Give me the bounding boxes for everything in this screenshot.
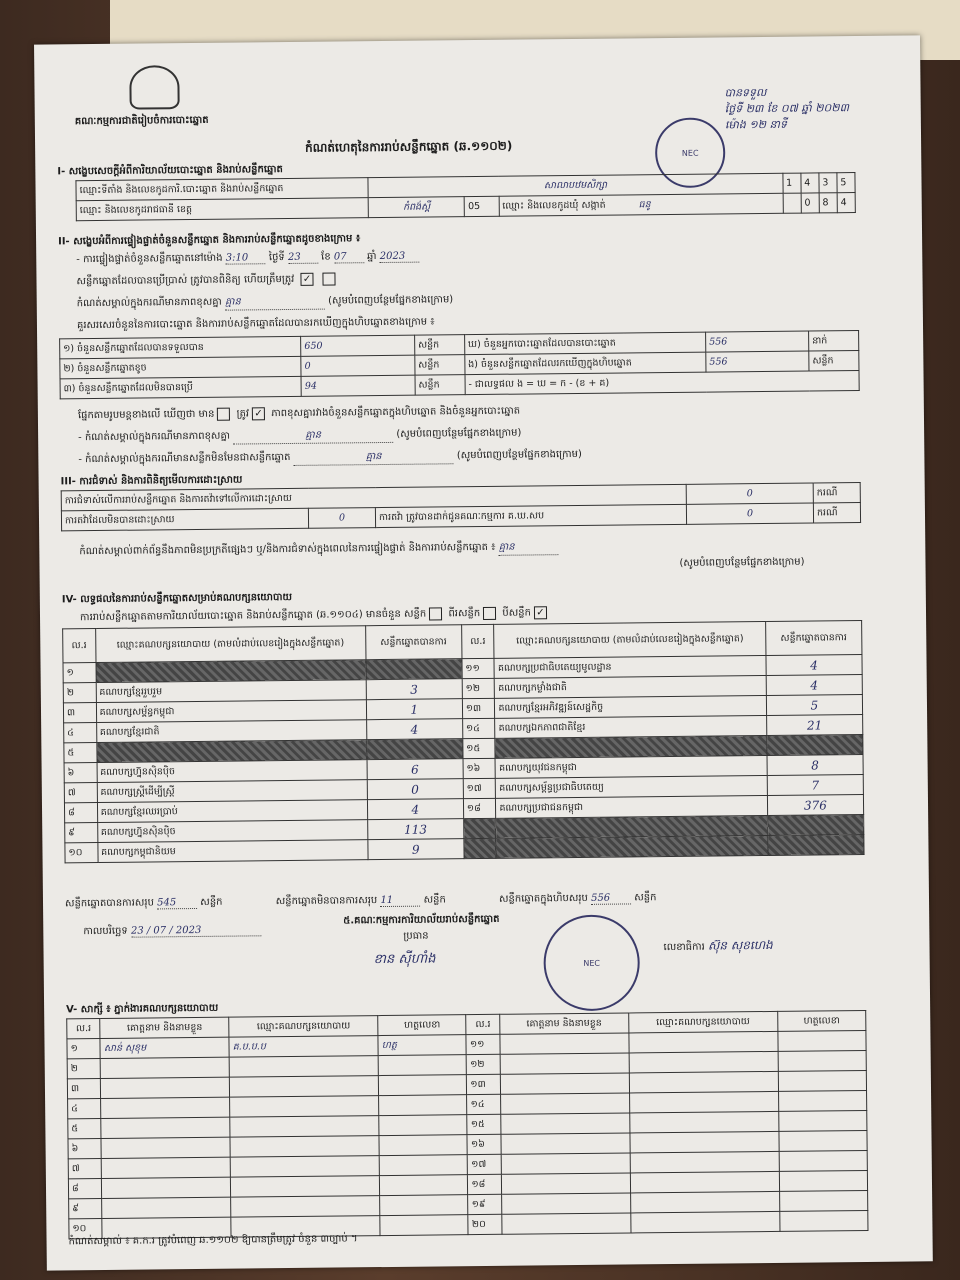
witness-party <box>231 1196 380 1218</box>
count-row-unit: សន្លឹក <box>809 351 859 372</box>
party-name: គណបក្សហ្វ៊ុនស៊ិនប៉ិច <box>97 820 367 843</box>
party-no: ១១ <box>462 658 495 678</box>
party-name: គណបក្សខ្មែរឈរប្រាប់ <box>97 800 367 823</box>
office-value: សាលាបឋមសិក្សា <box>368 173 782 197</box>
checkbox-checked[interactable]: ✓ <box>534 606 547 619</box>
party-no: ៦ <box>64 763 97 783</box>
section-5-title: V- សាក្សី ៖ ភ្នាក់ងារគណបក្សនយោបាយ <box>66 1002 219 1016</box>
witness-party <box>630 1211 779 1233</box>
witness-name <box>500 1073 629 1094</box>
witness-no: ១៨ <box>468 1174 502 1194</box>
witness-no: ២០ <box>468 1214 502 1234</box>
party-no: ១ <box>63 663 96 683</box>
witness-no: ៥ <box>68 1118 102 1138</box>
witness-sign <box>778 1030 866 1051</box>
party-name: គណបក្សខ្មែរអភិវឌ្ឍន៍សេដ្ឋកិច្ច <box>495 696 767 719</box>
office-code-digit: 1 <box>783 173 801 193</box>
party-votes <box>767 734 863 755</box>
party-votes: 4 <box>766 655 862 676</box>
count-row-label: ១) ចំនួនសន្លឹកឆ្នោតដែលបានទទួលបាន <box>60 336 301 359</box>
witness-party <box>230 1156 379 1178</box>
party-no: ១៧ <box>463 778 496 798</box>
commune-code-digit: 4 <box>837 193 855 213</box>
checkbox-empty[interactable] <box>217 407 230 420</box>
party-name <box>496 816 768 839</box>
note2-hint: (សូមបំពេញបន្ថែមផ្នែកខាងក្រោម) <box>396 427 522 440</box>
party-votes: 4 <box>766 675 862 696</box>
col-votes: សន្លឹកឆ្នោតបានការ <box>365 625 461 660</box>
party-votes: 9 <box>368 839 464 860</box>
party-votes <box>366 739 462 760</box>
party-votes: 7 <box>767 774 863 795</box>
witness-col-party: ឈ្មោះគណបក្សនយោបាយ <box>628 1011 777 1033</box>
footer-note: កំណត់សម្គាល់ ៖ គ.ក.រ ត្រូវបំពេញ ឆ.១១០២ ឱ្យបានត្រឹមត្រូវ ចំនួន ៣ច្បាប់ ។ <box>68 1233 358 1248</box>
check-label: ផ្នែកតាមរូបមន្តខាងលើ ឃើញថា មាន <box>77 408 215 422</box>
province-label: ឈ្មោះ និងលេខកូដរាជធានី ខេត្ត <box>76 198 369 221</box>
witness-sign <box>380 1195 468 1216</box>
opt1-label: សន្លឹក <box>403 608 427 620</box>
witness-sign <box>779 1130 867 1151</box>
section-3-title: III- ការជំទាស់ និងការពិនិត្យមើលការដោះស្រាយ <box>60 474 243 488</box>
party-votes: 21 <box>766 714 862 735</box>
witness-name: សាន់ សុខុម <box>100 1037 229 1058</box>
checkbox-checked[interactable]: ✓ <box>252 407 265 420</box>
witness-sign <box>780 1210 868 1231</box>
invalid-label: សន្លឹកឆ្នោតមិនបានការសរុប <box>275 895 378 908</box>
note3-value: គ្មាន <box>294 448 454 466</box>
witness-col-party: ឈ្មោះគណបក្សនយោបាយ <box>229 1016 378 1038</box>
secretary-line <box>663 937 772 956</box>
witness-name <box>500 1093 629 1114</box>
party-no: ១៥ <box>463 738 496 758</box>
commune-label: ឈ្មោះ និងលេខកូដឃុំ សង្កាត់ <box>502 199 606 212</box>
party-no: ៩ <box>65 823 98 843</box>
totals-line <box>65 890 657 911</box>
section-2-title: II- សង្ខេបអំពីការផ្ទៀងផ្ទាត់ចំនួនសន្លឹកឆ្នោត និងការរាប់សន្លឹកឆ្នោតដូចខាងក្រោម ៖ <box>58 233 361 248</box>
office-info-table <box>75 172 855 221</box>
witness-party <box>629 1111 778 1133</box>
count-time-value: 3:10 <box>226 252 266 264</box>
checkbox-empty[interactable] <box>323 272 336 285</box>
chair-label: ប្រធាន <box>403 930 429 942</box>
office-code-digit: 3 <box>819 173 837 193</box>
note3-line <box>78 447 582 468</box>
party-name: គណបក្សហ្វ៊ុនស៊ិនប៉ិច <box>97 760 367 783</box>
opt3-label: បីសន្លឹក <box>502 607 531 619</box>
note2-line <box>78 426 521 447</box>
witness-sign <box>778 1090 866 1111</box>
count-row-unit: នាក់ <box>809 331 859 352</box>
committee-label: ៥.គណៈកម្មការការិយាល័យរាប់សន្លឹកឆ្នោត <box>343 913 500 927</box>
commune-code-digit: 0 <box>801 193 819 213</box>
check-label-2: ត្រូវ <box>236 408 250 420</box>
witness-name <box>500 1053 629 1074</box>
party-votes <box>767 814 863 835</box>
note3-label: - កំណត់សម្គាល់ក្នុងករណីមានសន្លឹកមិនមែនជាសន្លឹកឆ្នោត <box>78 451 291 466</box>
witness-no: ១១ <box>466 1034 500 1054</box>
sign-date <box>83 922 261 939</box>
witness-no: ១ <box>67 1038 101 1058</box>
count-day: 23 <box>288 252 318 264</box>
checkbox-empty[interactable] <box>483 606 496 619</box>
witness-sign <box>379 1095 467 1116</box>
witness-name <box>102 1177 231 1198</box>
witness-name <box>501 1153 630 1174</box>
count-time-label: - ការផ្ទៀងផ្ទាត់ចំនួនសន្លឹកឆ្នោតនៅម៉ោង <box>76 252 223 266</box>
all-unit: សន្លឹក <box>634 892 657 904</box>
witness-sign <box>778 1110 866 1131</box>
chair-name: ខាន សុីហាំង <box>373 951 436 968</box>
irregularity-hint: (សូមបំពេញបន្ថែមផ្នែកខាងក្រោម) <box>679 556 805 569</box>
results-table <box>62 620 864 863</box>
witness-sign <box>379 1115 467 1136</box>
witness-name <box>102 1157 231 1178</box>
party-no: ១៣ <box>462 698 495 718</box>
party-name: គណបក្សសម្ព័ន្ធកម្ពុជា <box>96 700 366 723</box>
witness-no: ១០ <box>69 1218 103 1238</box>
witness-col-no: ល.រ <box>466 1014 500 1034</box>
complaint-value: 0 <box>686 483 813 504</box>
office-code-digit: 4 <box>801 173 819 193</box>
witness-table <box>66 1010 868 1239</box>
party-no: ៥ <box>64 743 97 763</box>
witness-no: ២ <box>67 1058 101 1078</box>
witness-col-name: គោត្តនាម និងនាមខ្លួន <box>100 1017 229 1038</box>
witness-no: ១៦ <box>467 1134 501 1154</box>
witness-no: ១៥ <box>467 1114 501 1134</box>
count-row-value: 650 <box>301 335 415 356</box>
complaint-unit: ករណី <box>813 483 860 503</box>
witness-col-sign: ហត្ថលេខា <box>378 1015 466 1036</box>
witness-sign <box>379 1155 467 1176</box>
party-no: ១២ <box>462 678 495 698</box>
party-no: ១៤ <box>462 718 495 738</box>
witness-name <box>102 1197 231 1218</box>
party-votes: 376 <box>767 794 863 815</box>
witness-name <box>501 1113 630 1134</box>
party-name: គណបក្សកម្ពុជានិយម <box>97 840 367 863</box>
secretary-label: លេខាធិការ <box>663 941 705 954</box>
invalid-value: 11 <box>380 895 420 907</box>
party-name: គណបក្សប្រជាធិបតេយ្យមូលដ្ឋាន <box>494 656 766 679</box>
count-row-unit: សន្លឹក <box>415 355 465 376</box>
complaint-label: ការតវ៉ាដែលមិនបានដោះស្រាយ <box>61 508 308 531</box>
witness-sign <box>778 1050 866 1071</box>
checked-text: សន្លឹកឆ្នោតដែលបានប្រើប្រាស់ ត្រូវបានពិនិត្យ ហើយត្រឹមត្រូវ <box>76 273 295 288</box>
count-row-label: ៣) ចំនួនសន្លឹកឆ្នោតដែលមិនបានប្រើ <box>60 376 301 399</box>
party-votes: 5 <box>766 695 862 716</box>
witness-col-no: ល.រ <box>67 1018 101 1038</box>
note2-value: គ្មាន <box>233 427 393 445</box>
party-name <box>96 740 366 763</box>
witness-party <box>229 1056 378 1078</box>
witness-body <box>67 1030 868 1238</box>
sheets-line <box>80 605 550 625</box>
complaint-value: 0 <box>686 503 813 524</box>
party-votes <box>366 659 462 680</box>
commune-value: ធនូ <box>638 198 651 210</box>
witness-sign <box>779 1150 867 1171</box>
witness-no: ៤ <box>68 1098 102 1118</box>
count-month: 07 <box>334 251 364 263</box>
sheets-label: ការរាប់សន្លឹកឆ្នោតតាមការិយាល័យបោះឆ្នោត និងរាប់សន្លឹកឆ្នោត (ឆ.១១០៤) មានចំនួន <box>79 608 401 624</box>
party-name <box>96 660 366 683</box>
witness-party <box>230 1116 379 1138</box>
org-name: គណៈកម្មការជាតិរៀបចំការបោះឆ្នោត <box>74 114 209 128</box>
total-label: សន្លឹកឆ្នោតបានការសរុប <box>64 897 154 910</box>
commune-code-digit: 8 <box>819 193 837 213</box>
count-row-value: 556 <box>706 351 809 372</box>
witness-col-name: គោត្តនាម និងនាមខ្លួន <box>500 1013 629 1034</box>
count-row-unit: សន្លឹក <box>414 335 464 356</box>
list-intro: គួរសរសេរចំនួននៃការបោះឆ្នោត និងការរាប់សន្លឹកឆ្នោតដែលបានរកឃើញក្នុងហិបឆ្នោតខាងក្រោម ៖ <box>76 316 435 332</box>
witness-no: ៨ <box>68 1178 102 1198</box>
party-votes <box>768 834 864 855</box>
witness-party <box>629 1071 778 1093</box>
witness-party <box>230 1136 379 1158</box>
witness-no: ១២ <box>467 1054 501 1074</box>
col-votes: សន្លឹកឆ្នោតបានការ <box>765 621 862 656</box>
witness-party <box>630 1171 779 1193</box>
seal-stamp: NEC <box>655 117 726 188</box>
witness-party <box>230 1096 379 1118</box>
note-value: គ្មាន <box>225 294 325 311</box>
all-value: 556 <box>591 892 631 904</box>
party-name <box>496 836 768 859</box>
complaint-table <box>61 482 861 531</box>
witness-sign <box>379 1135 467 1156</box>
ballot-count-table <box>59 330 860 399</box>
party-name: គណបក្សប្រជាជនកម្ពុជា <box>496 796 768 819</box>
province-value: កំពង់ស្ពឺ <box>369 197 465 218</box>
witness-party <box>630 1191 779 1213</box>
note-hint: (សូមបំពេញបន្ថែមផ្នែកខាងក្រោម) <box>328 294 454 307</box>
count-year: 2023 <box>380 251 420 263</box>
party-no: ៧ <box>64 783 97 803</box>
party-no: ១៦ <box>463 758 496 778</box>
party-no <box>463 818 496 838</box>
count-row-label: ឃ) ចំនួនអ្នកបោះឆ្នោតដែលបានបោះឆ្នោត <box>464 332 705 355</box>
party-votes: 6 <box>367 759 463 780</box>
witness-sign <box>378 1055 466 1076</box>
witness-sign <box>779 1170 867 1191</box>
checked-line <box>76 271 338 289</box>
total-unit: សន្លឹក <box>200 896 223 908</box>
witness-party <box>231 1176 380 1198</box>
complaint-label: ការតវ៉ា ត្រូវបានដាក់ជូនគណៈកម្មការ គ.ឃ.សប <box>375 504 686 527</box>
witness-sign: ហត្ថ <box>378 1035 466 1056</box>
witness-name <box>502 1193 631 1214</box>
count-time-line: - ការផ្ទៀងផ្ទាត់ចំនួនសន្លឹកឆ្នោតនៅម៉ោង 3:10 ថ្ងៃទី 23 ខែ 07 ឆ្នាំ 2023 <box>76 249 420 268</box>
col-no: ល.រ <box>461 624 494 658</box>
irregularity-value: គ្មាន <box>499 539 559 556</box>
checkbox-checked[interactable]: ✓ <box>300 272 313 285</box>
invalid-unit: សន្លឹក <box>423 894 446 906</box>
opt2-label: ពីរសន្លឹក <box>448 607 481 620</box>
witness-sign <box>778 1070 866 1091</box>
col-party: ឈ្មោះគណបក្សនយោបាយ (តាមលំដាប់លេខរៀងក្នុងសន្លឹកឆ្នោត) <box>494 622 766 659</box>
col-party: ឈ្មោះគណបក្សនយោបាយ (តាមលំដាប់លេខរៀងក្នុងសន្លឹកឆ្នោត) <box>95 626 365 663</box>
party-no: ៤ <box>64 723 97 743</box>
witness-sign <box>380 1215 468 1236</box>
witness-name <box>101 1057 230 1078</box>
witness-party <box>630 1151 779 1173</box>
committee-seal: NEC <box>543 914 640 1011</box>
office-label: ឈ្មោះទីតាំង និងលេខកូដការិ.បោះឆ្នោត និងរាប់សន្លឹកឆ្នោត <box>76 178 369 201</box>
witness-no: ៦ <box>68 1138 102 1158</box>
witness-col-sign: ហត្ថលេខា <box>777 1010 865 1031</box>
party-no: ៣ <box>63 703 96 723</box>
party-name <box>495 736 767 759</box>
witness-no: ១៣ <box>467 1074 501 1094</box>
office-code-digit: 5 <box>837 173 855 193</box>
party-name: គណបក្សកម្លាំងជាតិ <box>495 676 767 699</box>
secretary-name: ស៊ុន សុខហេង <box>707 937 773 953</box>
witness-no: ៩ <box>69 1198 103 1218</box>
province-code: 05 <box>464 196 498 216</box>
note-line <box>77 292 454 312</box>
party-votes: 3 <box>366 679 462 700</box>
witness-sign <box>379 1075 467 1096</box>
count-row-value: 556 <box>706 331 809 352</box>
witness-party <box>630 1131 779 1153</box>
party-name: គណបក្សឯកភាពជាតិខ្មែរ <box>495 716 767 739</box>
witness-party <box>629 1091 778 1113</box>
witness-party: គ.ប.ប.ប <box>229 1036 378 1058</box>
checkbox-empty[interactable] <box>429 607 442 620</box>
receipt-note: បានទទួល ថ្ងៃទី ២៣ ខែ ០៧ ឆ្នាំ ២០២៣ ម៉ោង ១២ នាទី <box>724 85 850 132</box>
party-votes: 0 <box>367 779 463 800</box>
section-4-title: IV- លទ្ធផលនៃការរាប់សន្លឹកឆ្នោតសម្រាប់គណបក្សនយោបាយ <box>61 591 293 606</box>
col-no: ល.រ <box>63 629 96 663</box>
party-votes: 113 <box>367 819 463 840</box>
party-votes: 8 <box>767 754 863 775</box>
party-name: គណបក្សស្ត្រីដើម្បីស្ត្រី <box>97 780 367 803</box>
sign-date-label: កាលបរិច្ឆេទ <box>83 925 128 938</box>
sign-date-value: 23 / 07 / 2023 <box>131 924 261 937</box>
party-votes: 4 <box>366 719 462 740</box>
count-row-label: ២) ចំនួនសន្លឹកឆ្នោតខូច <box>60 356 301 379</box>
witness-sign <box>380 1175 468 1196</box>
witness-party <box>629 1031 778 1053</box>
witness-name <box>101 1117 230 1138</box>
results-body <box>63 655 864 863</box>
complaint-unit: ករណី <box>813 503 860 523</box>
witness-name <box>500 1033 629 1054</box>
document-title: កំណត់ហេតុនៃការរាប់សន្លឹកឆ្នោត (ឆ.១១០២) <box>305 138 513 155</box>
formula-row: - ជាលទ្ធផល ង = ឃ = ក - (ខ + គ) <box>465 371 859 395</box>
party-no: ២ <box>63 683 96 703</box>
party-name: គណបក្សខ្មែរជាតិ <box>96 720 366 743</box>
all-label: សន្លឹកឆ្នោតក្នុងហិបសរុប <box>498 892 588 905</box>
note3-hint: (សូមបំពេញបន្ថែមផ្នែកខាងក្រោម) <box>456 448 582 462</box>
witness-name <box>101 1137 230 1158</box>
section-1-title: I- សង្ខេបសេចក្តីអំពីការិយាល័យបោះឆ្នោត និងរាប់សន្លឹកឆ្នោត <box>57 164 283 178</box>
irregularity-label: កំណត់សម្គាល់ពាក់ព័ន្ធនឹងភាពមិនប្រក្រតីផ្សេងៗ ឬ/និងការជំទាស់ក្នុងពេលនៃការផ្ទៀងផ្ទាត់ និងការរាប់សន្លឹកឆ្នោត ៖ <box>79 541 496 558</box>
party-no: ៨ <box>64 803 97 823</box>
total-value: 545 <box>157 897 197 909</box>
witness-no: ១៧ <box>468 1154 502 1174</box>
party-name: គណបក្សយុវជនកម្ពុជា <box>495 756 767 779</box>
witness-no: ១៤ <box>467 1094 501 1114</box>
witness-party <box>230 1076 379 1098</box>
party-no: ១០ <box>65 843 98 863</box>
witness-no: ៣ <box>67 1078 101 1098</box>
witness-name <box>502 1213 631 1234</box>
note2-label: - កំណត់សម្គាល់ក្នុងករណីមានភាពខុសគ្នា <box>78 430 231 444</box>
witness-name <box>101 1077 230 1098</box>
check-label-3: ភាពខុសគ្នារវាងចំនួនសន្លឹកឆ្នោតក្នុងហិបឆ្នោត និងចំនួនអ្នកបោះឆ្នោត <box>271 405 521 420</box>
witness-no: ៧ <box>68 1158 102 1178</box>
count-row-label: ង) ចំនួនសន្លឹកឆ្នោតដែលរកឃើញក្នុងហិបឆ្នោត <box>465 352 706 375</box>
emblem-icon <box>129 65 179 110</box>
count-row-value: 94 <box>301 375 415 396</box>
note-label: កំណត់សម្គាល់ក្នុងករណីមានភាពខុសគ្នា <box>76 296 222 310</box>
party-name: គណបក្សខ្មែររួបរួម <box>96 680 366 703</box>
count-row-unit: សន្លឹក <box>415 375 465 396</box>
check-line <box>78 404 520 424</box>
witness-name <box>101 1097 230 1118</box>
party-no: ១៨ <box>463 798 496 818</box>
complaint-label: ការជំទាស់លើការរាប់សន្លឹកឆ្នោត និងការតវ៉ាទៅលើការដោះស្រាយ <box>61 484 686 511</box>
witness-name <box>501 1133 630 1154</box>
witness-sign <box>779 1190 867 1211</box>
document-page <box>34 35 933 1270</box>
witness-name <box>501 1173 630 1194</box>
complaint-value: 0 <box>308 508 375 529</box>
party-name: គណបក្សសម្ព័ន្ធប្រជាធិបតេយ្យ <box>496 776 768 799</box>
witness-no: ១៩ <box>468 1194 502 1214</box>
party-votes: 4 <box>367 799 463 820</box>
count-row-value: 0 <box>301 355 415 376</box>
witness-party <box>629 1051 778 1073</box>
party-votes: 1 <box>366 699 462 720</box>
party-no <box>464 838 497 858</box>
